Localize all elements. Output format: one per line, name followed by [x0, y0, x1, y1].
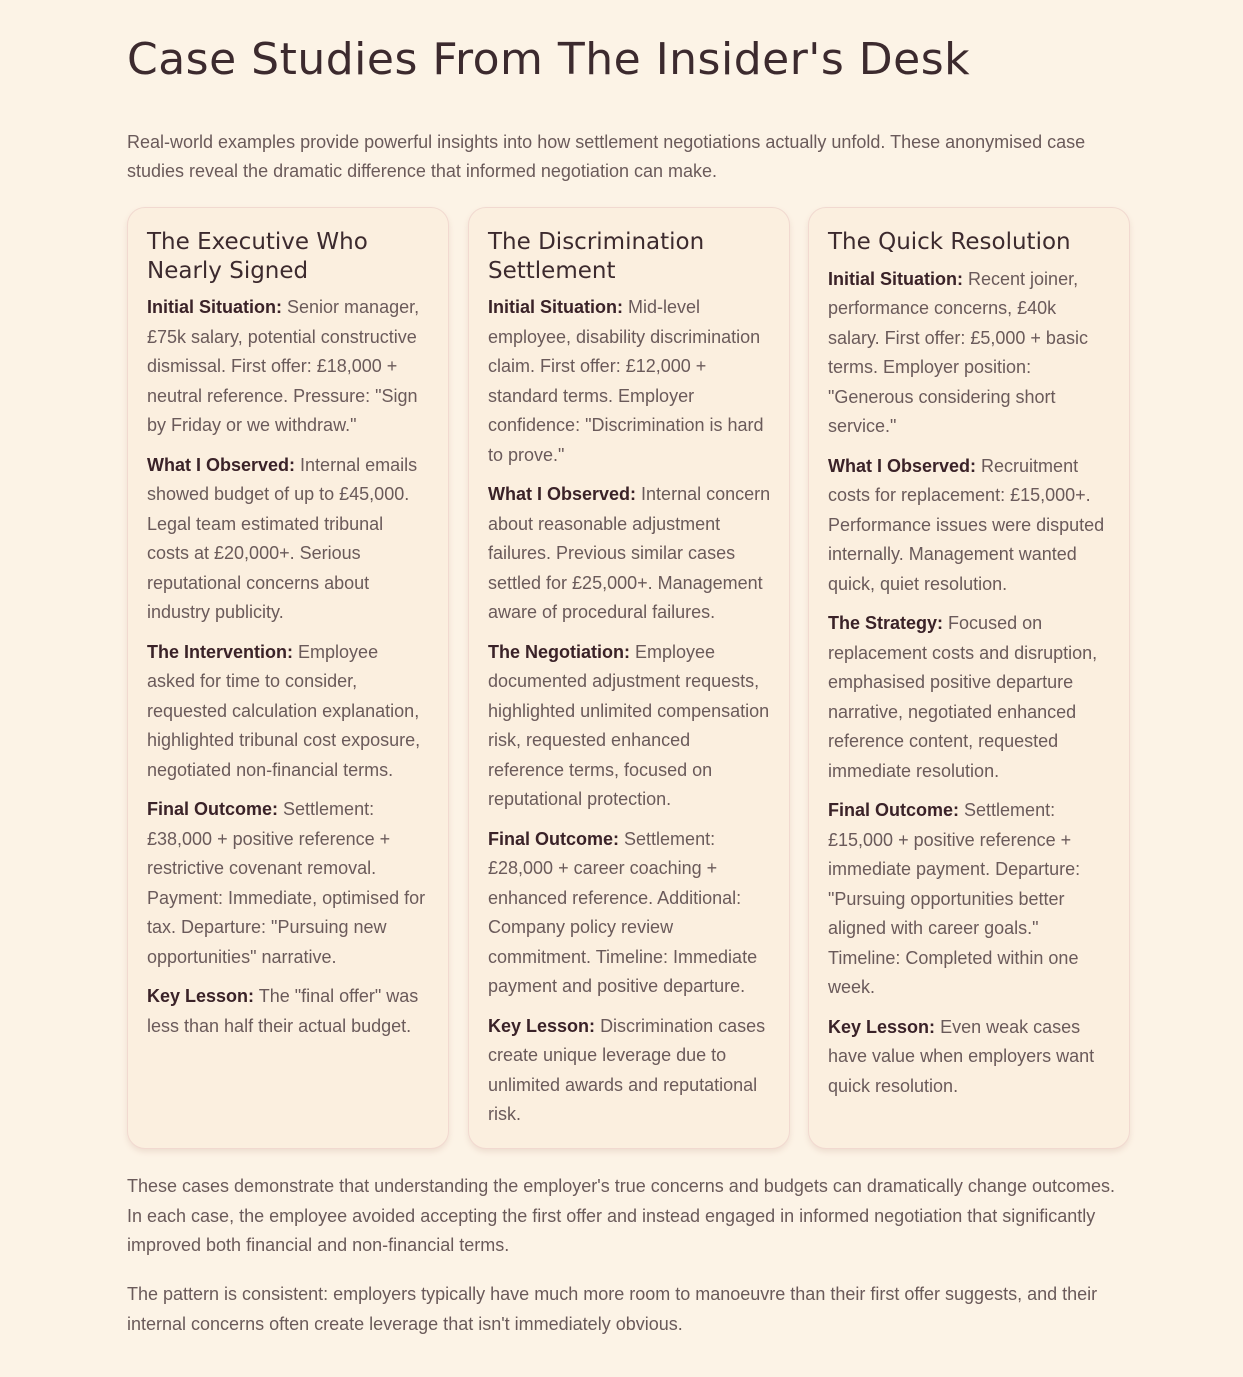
section-label: Final Outcome:	[828, 800, 960, 820]
intro-paragraph: Real-world examples provide powerful insights into how settlement negotiations actually unfold. These anonymised case studies reveal the dramatic difference that informed negotiation can make.	[127, 132, 1086, 181]
section-label: What I Observed:	[488, 484, 637, 504]
section-label: The Strategy:	[828, 613, 944, 633]
case-section-initial-situation	[488, 293, 771, 470]
section-label: Key Lesson:	[147, 986, 255, 1006]
section-text: Senior manager, £75k salary, potential constructive dismissal. First offer: £18,000 + neutral reference. Pressure: "Sign by Friday or we withdraw."	[147, 297, 420, 435]
pattern-paragraph: The pattern is consistent: employers typically have much more room to manoeuvre than their first offer suggests, and their internal concerns often create leverage that isn't immediately obvious.	[127, 1284, 1098, 1334]
case-section-final-outcome	[828, 796, 1111, 1003]
section-label: Final Outcome:	[488, 828, 620, 849]
case-card-executive	[127, 207, 449, 1149]
section-text: Internal emails showed budget of up to £45,000. Legal team estimated tribunal costs at £20,000+. Serious reputational concerns about industry publicity.	[147, 454, 418, 622]
case-study-cards	[127, 207, 1131, 1151]
section-label: Final Outcome:	[147, 799, 279, 819]
case-section-negotiation	[488, 638, 771, 815]
section-text: Settlement: £15,000 + positive reference + immediate payment. Departure: "Pursuing opportunities better aligned with career goals." Timeline: Completed within one week.	[828, 800, 1081, 997]
section-label: The Negotiation:	[488, 641, 630, 662]
case-section-final-outcome	[488, 825, 771, 1002]
case-title: The Discrimination Settlement	[488, 229, 705, 284]
case-section-key-lesson	[147, 982, 430, 1041]
section-label: Key Lesson:	[488, 1015, 596, 1036]
section-text: Settlement: £28,000 + career coaching + enhanced reference. Additional: Company policy review commitment. Timeline: Immediate payment and positive departure.	[488, 828, 758, 996]
section-label: What I Observed:	[828, 455, 977, 476]
page-title: Case Studies From The Insider's Desk	[127, 34, 971, 85]
case-section-what-observed	[147, 451, 430, 628]
section-text: Discrimination cases create unique leverage due to unlimited awards and reputational risk.	[488, 1015, 766, 1124]
case-section-final-outcome	[147, 795, 430, 972]
section-text: Focused on replacement costs and disruption, emphasised positive departure narrative, negotiated enhanced reference content, requested immediate resolution.	[828, 613, 1098, 781]
section-text: Recruitment costs for replacement: £15,000+. Performance issues were disputed internally. Management wanted quick, quiet resolution.	[828, 455, 1105, 594]
case-section-key-lesson	[828, 1013, 1111, 1102]
section-text: Mid-level employee, disability discrimination claim. First offer: £12,000 + standard terms. Employer confidence: "Discrimination is hard to prove."	[488, 297, 764, 465]
section-label: The Intervention:	[147, 641, 294, 662]
section-text: Employee asked for time to consider, requested calculation explanation, highlighted tribunal cost exposure, negotiated non-financial terms.	[147, 641, 421, 780]
case-section-initial-situation	[828, 265, 1111, 442]
section-label: Initial Situation:	[147, 297, 282, 317]
case-section-intervention	[147, 638, 430, 786]
case-section-what-observed	[488, 480, 771, 628]
case-section-key-lesson	[488, 1012, 771, 1130]
section-label: Initial Situation:	[488, 297, 623, 317]
case-section-initial-situation	[147, 293, 430, 441]
section-text: Settlement: £38,000 + positive reference + restrictive covenant removal. Payment: Immediate, optimised for tax. Departure: "Pursuing new opportunities" narrative.	[147, 799, 426, 967]
section-label: Initial Situation:	[828, 268, 963, 289]
conclusion-paragraph: These cases demonstrate that understanding the employer's true concerns and budgets can dramatically change outcomes. In each case, the employee avoided accepting the first offer and instead engaged in informed negotiation that significantly improved both financial and non-financial terms.	[127, 1176, 1116, 1255]
case-card-quick-resolution	[808, 207, 1130, 1149]
section-text: Even weak cases have value when employers want quick resolution.	[828, 1016, 1095, 1096]
case-title: The Executive Who Nearly Signed	[147, 229, 368, 284]
case-section-strategy	[828, 609, 1111, 786]
section-label: What I Observed:	[147, 454, 296, 475]
section-text: Employee documented adjustment requests, highlighted unlimited compensation risk, requested enhanced reference terms, focused on reputational protection.	[488, 641, 770, 809]
case-section-what-observed	[828, 452, 1111, 600]
case-title: The Quick Resolution	[828, 229, 1071, 255]
section-text: Recent joiner, performance concerns, £40k salary. First offer: £5,000 + basic terms. Employer position: "Generous considering short service."	[828, 268, 1088, 436]
case-card-discrimination	[468, 207, 790, 1149]
section-text: The "final offer" was less than half their actual budget.	[147, 986, 419, 1036]
section-label: Key Lesson:	[828, 1016, 936, 1037]
section-text: Internal concern about reasonable adjustment failures. Previous similar cases settled for £25,000+. Management aware of procedural failures.	[488, 484, 771, 622]
